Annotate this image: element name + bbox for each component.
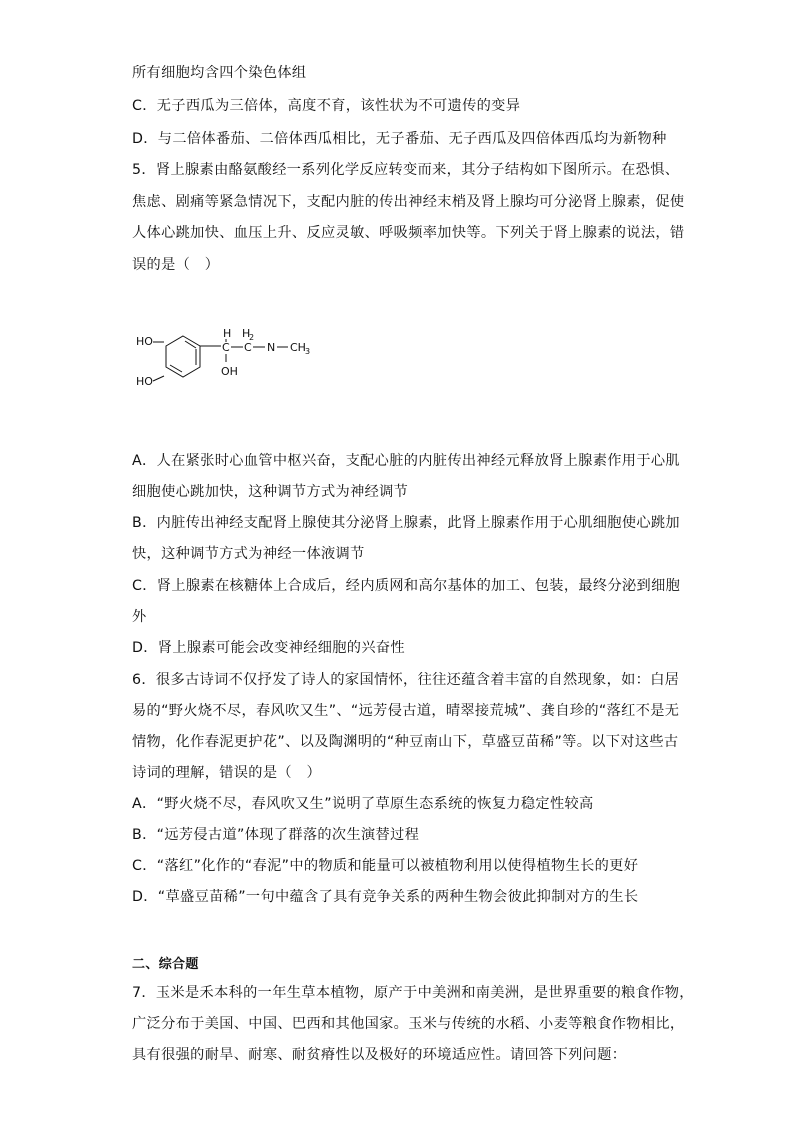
c2-label: C [244, 341, 252, 354]
question-7-line: 7．玉米是禾本科的一年生草本植物，原产于中美洲和南美洲，是世界重要的粮食作物， [132, 985, 694, 1001]
option-d-q6: D．“草盛豆苗稀”一句中蕴含了具有竞争关系的两种生物会彼此抑制对方的生长 [132, 889, 639, 905]
option-c-q4: C．无子西瓜为三倍体，高度不育，该性状为不可遗传的变异 [132, 98, 521, 114]
option-c-q5-cont: 外 [132, 609, 147, 625]
option-c-q5: C．肾上腺素在核糖体上合成后，经内质网和高尔基体的加工、包装，最终分泌到细胞 [132, 578, 681, 594]
section-heading: 二、综合题 [132, 957, 199, 972]
question-6-line: 情物，化作春泥更护花”、以及陶渊明的“种豆南山下，草盛豆苗稀”等。以下对这些古 [132, 734, 679, 750]
ho-top-label: HO [136, 335, 153, 348]
question-5-line: 焦虑、剧痛等紧急情况下，支配内脏的传出神经末梢及肾上腺均可分泌肾上腺素，促使 [132, 194, 685, 210]
bond [153, 376, 164, 381]
n-label: N [267, 341, 276, 354]
option-a-q6: A．“野火烧不尽，春风吹又生”说明了草原生态系统的恢复力稳定性较高 [132, 796, 594, 812]
adrenaline-structure-diagram [128, 318, 328, 396]
c-label: C [222, 341, 230, 354]
double-bond [185, 341, 196, 348]
question-6-line: 易的“野火烧不尽，春风吹又生”、“远芳侵古道，晴翠接荒城”、龚自珍的“落红不是无 [132, 703, 680, 719]
text-line: 所有细胞均含四个染色体组 [132, 65, 307, 81]
h-label: H [223, 327, 232, 340]
option-d-q4: D．与二倍体番茄、二倍体西瓜相比，无子番茄、无子西瓜及四倍体西瓜均为新物种 [132, 131, 667, 147]
question-5-line: 人体心跳加快、血压上升、反应灵敏、呼吸频率加快等。下列关于肾上腺素的说法，错 [132, 225, 685, 241]
ho-bottom-label: HO [136, 375, 153, 388]
h2-subscript: 2 [249, 333, 255, 342]
benzene-ring [166, 336, 200, 377]
question-5-line: 5．肾上腺素由酪氨酸经一系列化学反应转变而来，其分子结构如下图所示。在恐惧、 [132, 162, 680, 178]
question-7-line: 广泛分布于美国、中国、巴西和其他国家。玉米与传统的水稻、小麦等粮食作物相比， [132, 1016, 685, 1032]
question-6-line: 6．很多古诗词不仅抒发了诗人的家国情怀，往往还蕴含着丰富的自然现象，如：白居 [132, 672, 680, 688]
option-c-q6: C．“落红”化作的“春泥”中的物质和能量可以被植物利用以使得植物生长的更好 [132, 858, 639, 874]
oh-label: OH [221, 365, 238, 378]
option-a-q5-cont: 细胞使心跳加快，这种调节方式为神经调节 [132, 484, 409, 500]
ch3-label: CH [290, 341, 306, 354]
question-6-line: 诗词的理解，错误的是（ ） [132, 765, 321, 781]
option-a-q5: A．人在紧张时心血管中枢兴奋，支配心脏的内脏传出神经元释放肾上腺素作用于心肌 [132, 453, 680, 469]
question-5-line: 误的是（ ） [132, 257, 220, 273]
ch3-subscript: 3 [305, 347, 311, 356]
option-b-q5-cont: 快，这种调节方式为神经一体液调节 [132, 546, 365, 562]
h2-label: H [242, 327, 251, 340]
question-7-line: 具有很强的耐旱、耐寒、耐贫瘠性以及极好的环境适应性。请回答下列问题： [132, 1047, 627, 1063]
option-b-q5: B．内脏传出神经支配肾上腺使其分泌肾上腺素，此肾上腺素作用于心肌细胞使心跳加 [132, 515, 680, 531]
option-d-q5: D．肾上腺素可能会改变神经细胞的兴奋性 [132, 640, 405, 656]
option-b-q6: B．“远芳侵古道”体现了群落的次生演替过程 [132, 827, 420, 843]
